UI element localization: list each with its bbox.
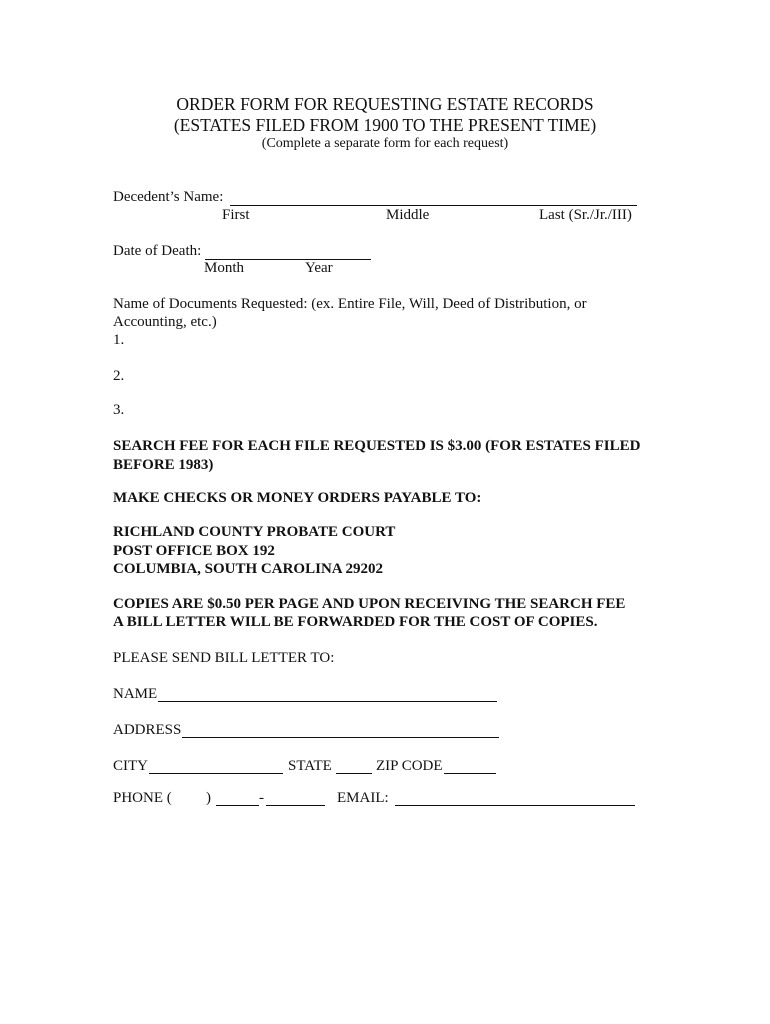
search-fee-notice-line1: SEARCH FEE FOR EACH FILE REQUESTED IS $3.00 (FOR ESTATES FILED [113,438,641,454]
date-of-death-label: Date of Death: [113,243,202,259]
year-caption: Year [305,260,333,276]
copies-notice-line1: COPIES ARE $0.50 PER PAGE AND UPON RECEIVING THE SEARCH FEE [113,596,626,612]
court-po-box: POST OFFICE BOX 192 [113,543,275,559]
court-city-state-zip: COLUMBIA, SOUTH CAROLINA 29202 [113,561,384,577]
month-caption: Month [204,260,245,276]
court-name: RICHLAND COUNTY PROBATE COURT [113,524,396,540]
payable-to-heading: MAKE CHECKS OR MONEY ORDERS PAYABLE TO: [113,490,482,506]
name-field[interactable] [158,701,497,702]
phone-paren-close: ) [206,790,211,806]
phone-prefix-field[interactable] [216,805,259,806]
middle-name-caption: Middle [386,207,430,223]
bill-letter-heading: PLEASE SEND BILL LETTER TO: [113,650,335,666]
form-title-line2: (ESTATES FILED FROM 1900 TO THE PRESENT TIME) [173,115,597,135]
form-title-line1: ORDER FORM FOR REQUESTING ESTATE RECORDS [176,94,594,114]
address-label: ADDRESS [113,722,182,738]
form-subtitle: (Complete a separate form for each request) [261,136,509,151]
state-label: STATE [288,758,332,774]
document-item-1[interactable]: 1. [113,332,125,348]
first-name-caption: First [222,207,250,223]
phone-line-field[interactable] [266,805,325,806]
address-field[interactable] [182,737,499,738]
phone-dash: - [259,790,264,806]
city-field[interactable] [149,773,283,774]
zip-label: ZIP CODE [376,758,443,774]
search-fee-notice-line2: BEFORE 1983) [113,457,214,473]
documents-requested-label: Name of Documents Requested: (ex. Entire File, Will, Deed of Distribution, or [113,296,587,312]
phone-label: PHONE ( [113,790,172,806]
decedent-name-label: Decedent’s Name: [113,189,224,205]
document-item-3[interactable]: 3. [113,402,125,418]
documents-requested-label-cont: Accounting, etc.) [113,314,217,330]
decedent-name-field[interactable] [230,205,637,206]
city-label: CITY [113,758,148,774]
state-field[interactable] [336,773,372,774]
document-item-2[interactable]: 2. [113,368,125,384]
email-label: EMAIL: [337,790,389,806]
last-name-caption: Last (Sr./Jr./III) [539,207,632,223]
name-label: NAME [113,686,158,702]
copies-notice-line2: A BILL LETTER WILL BE FORWARDED FOR THE COST OF COPIES. [113,614,598,630]
email-field[interactable] [395,805,635,806]
zip-field[interactable] [444,773,496,774]
